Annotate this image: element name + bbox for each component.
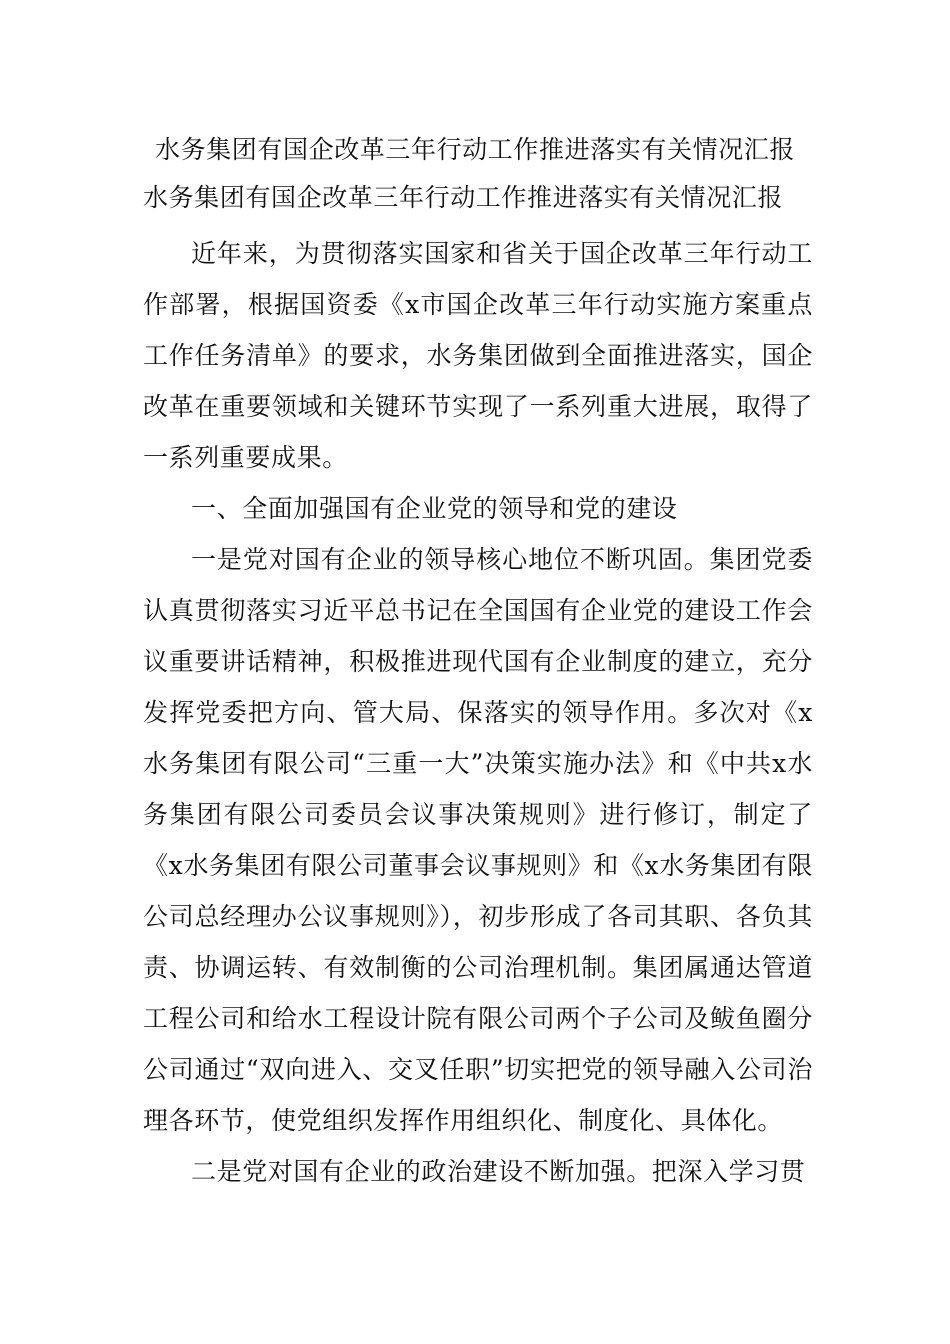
document-subtitle: 水务集团有国企改革三年行动工作推进落实有关情况汇报	[143, 183, 784, 212]
section-paragraph-2: 二是党对国有企业的政治建设不断加强。把深入学习贯	[191, 1157, 806, 1186]
document-title: 水务集团有国企改革三年行动工作推进落实有关情况汇报	[155, 135, 796, 164]
intro-paragraph: 近年来，为贯彻落实国家和省关于国企改革三年行动工作部署，根据国资委《x市国企改革三年行动实施方案重点工作任务清单》的要求，水务集团做到全面推进落实，国企改革在重要领域和关键环节实现了一系列重大进展，取得了一系列重要成果。	[143, 239, 813, 472]
section-paragraph-1: 一是党对国有企业的领导核心地位不断巩固。集团党委认真贯彻落实习近平总书记在全国国有企业党的建设工作会议重要讲话精神，积极推进现代国有企业制度的建立，充分发挥党委把方向、管大局、保落实的领导作用。多次对《x水务集团有限公司“三重一大”决策实施办法》和《中共x水务集团有限公司委员会议事决策规则》进行修订，制定了《x水务集团有限公司董事会议事规则》和《x水务集团有限公司总经理办公议事规则》），初步形成了各司其职、各负其责、协调运转、有效制衡的公司治理机制。集团属通达管道工程公司和给水工程设计院有限公司两个子公司及鲅鱼圈分公司通过“双向进入、交叉任职”切实把党的领导融入公司治理各环节，使党组织发挥作用组织化、制度化、具体化。	[143, 545, 813, 1135]
document-body	[143, 126, 813, 1197]
section-heading: 一、全面加强国有企业党的领导和党的建设	[191, 494, 678, 523]
